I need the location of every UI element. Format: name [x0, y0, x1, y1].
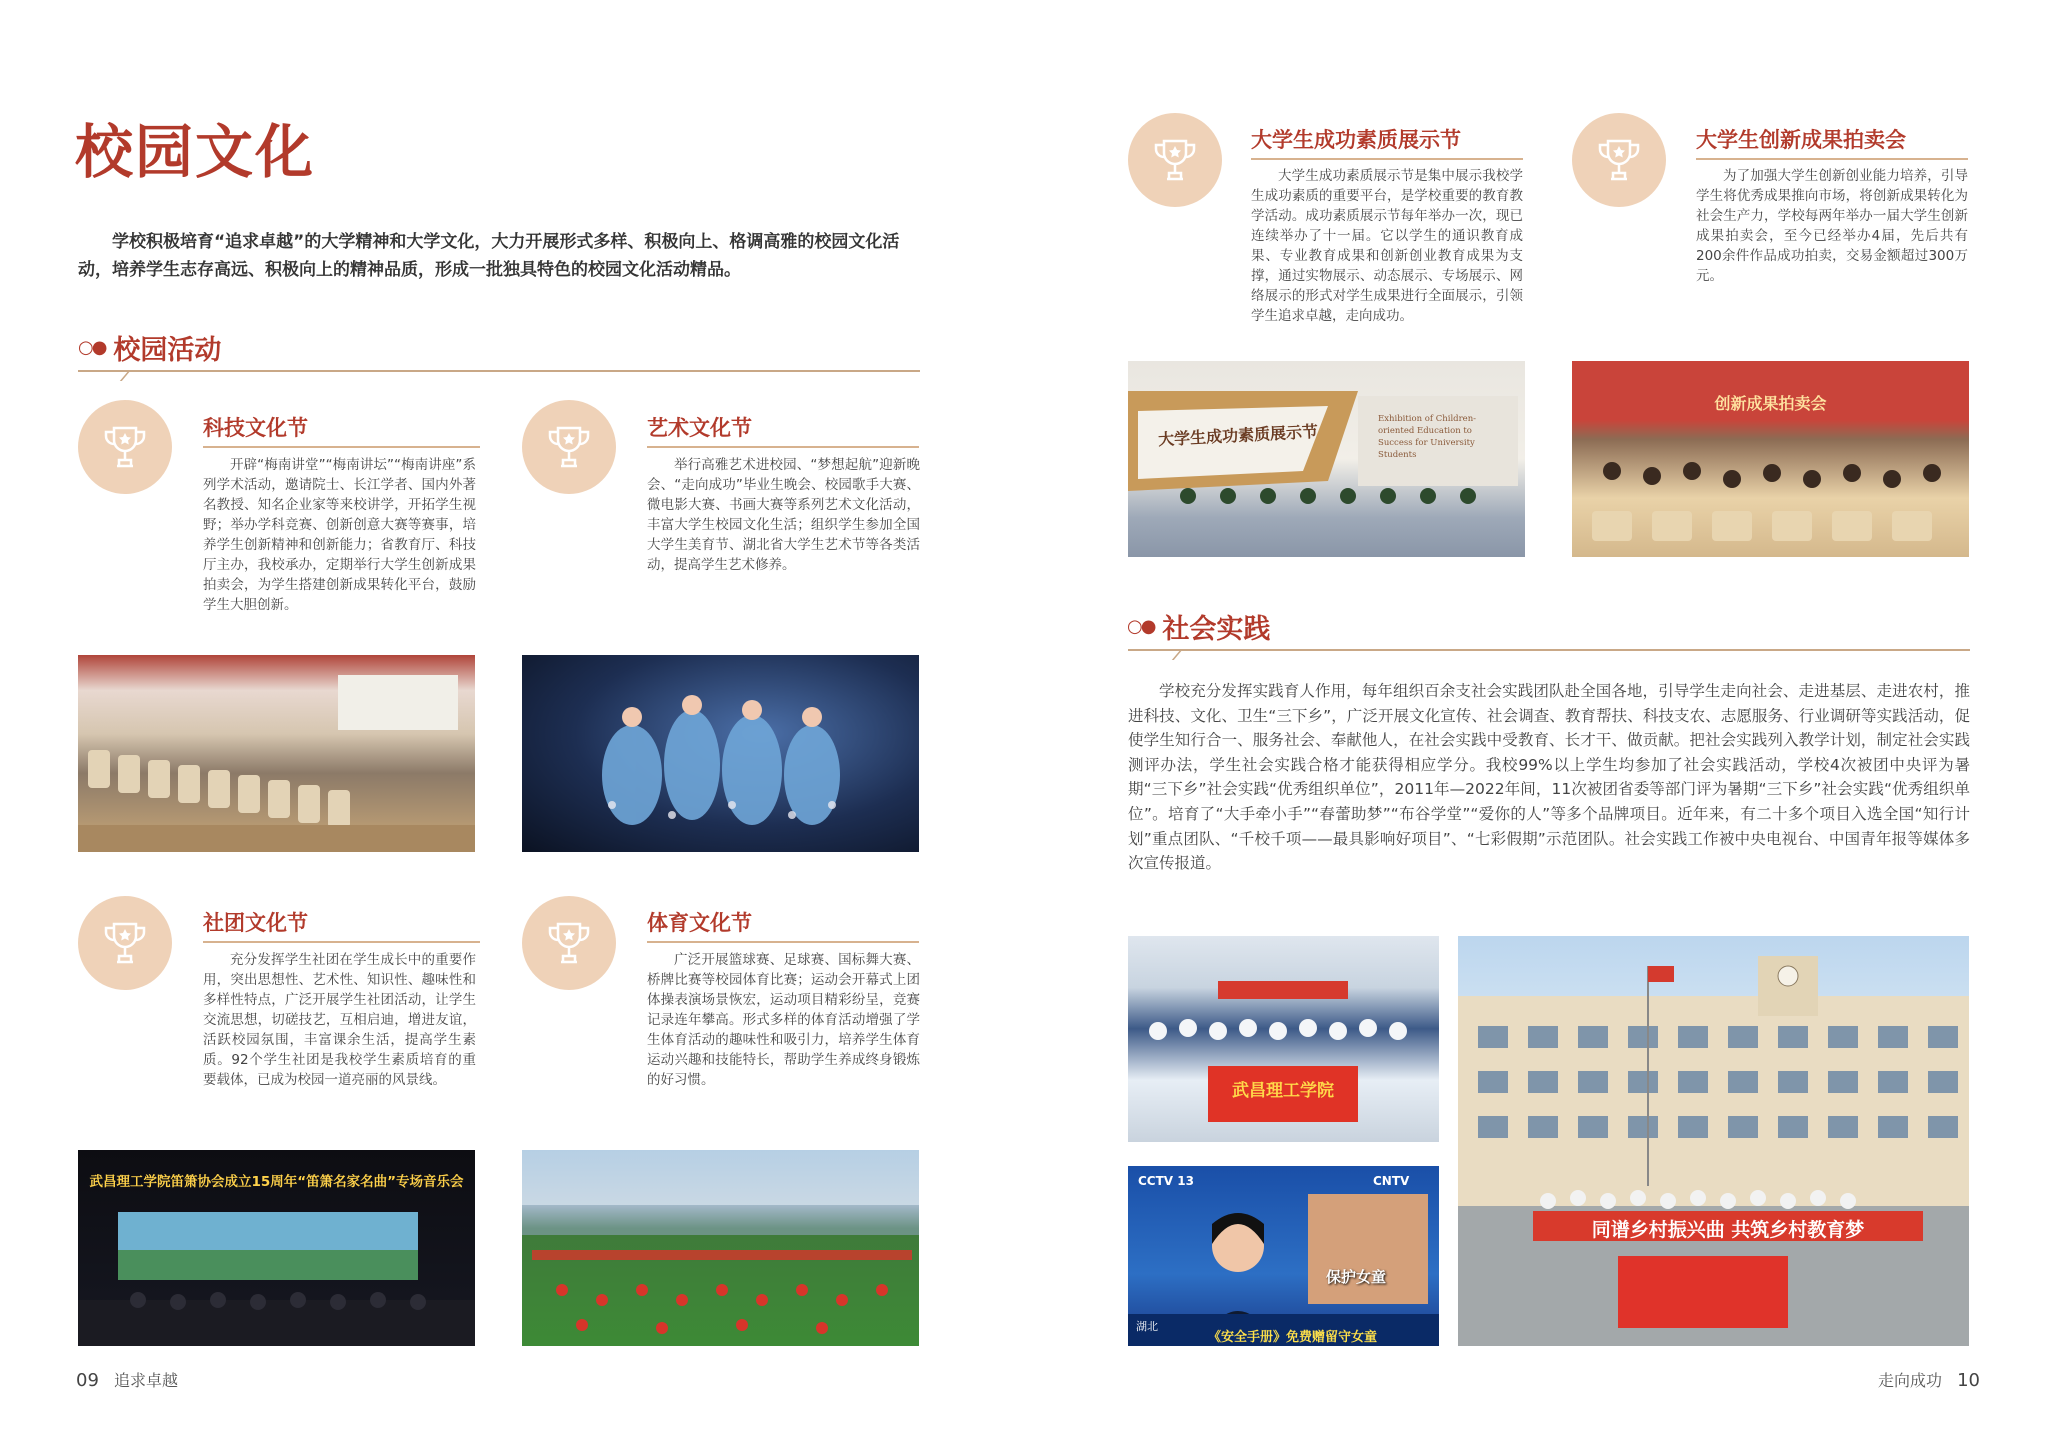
auction-title: 大学生创新成果拍卖会 [1696, 124, 1968, 160]
auction-text: 为了加强大学生创新创业能力培养，引导学生将优秀成果推向市场，将创新成果转化为社会生产力，学校每两年举办一届大学生创新成果拍卖会，至今已经举办4届，先后共有200余件作品成功拍卖，交易金额超过300万元。 [1696, 168, 1968, 284]
sport-festival-text: 广泛开展篮球赛、足球赛、国标舞大赛、桥牌比赛等校园体育比赛；运动会开幕式上团体操表演场景恢宏，运动项目精彩纷呈，竞赛记录连年攀高。形式多样的体育活动增强了学生体育活动的趣味性和吸引力，培养学生体育运动兴趣和技能特长，帮助学生养成终身锻炼的好习惯。 [647, 952, 920, 1088]
page-number: 09 [76, 1370, 99, 1391]
section-title: 社会实践 [1162, 614, 1271, 645]
footer-slogan: 走向成功 [1878, 1371, 1943, 1390]
exhibition-english-text: Exhibition of Children-oriented Education to Success for University Students [1378, 414, 1477, 460]
trophy-icon [522, 400, 616, 494]
tech-festival-title: 科技文化节 [203, 412, 480, 448]
tech-festival-text: 开辟“梅南讲堂”“梅南讲坛”“梅南讲座”系列学术活动，邀请院士、长江学者、国内外著名教授、知名企业家等来校讲学，开拓学生视野；举办学科竞赛、创新创意大赛等赛事，培养学生创新精神和创新能力；省教育厅、科技厅主办，我校承办，定期举行大学生创新成果拍卖会，为学生搭建创新成果转化平台，鼓励学生大胆创新。 [203, 457, 476, 613]
concert-photo [78, 1150, 475, 1346]
auction-banner: 创新成果拍卖会 [1714, 394, 1827, 413]
village-banner: 同谱乡村振兴曲 共筑乡村教育梦 [1591, 1219, 1865, 1241]
section-divider [1128, 649, 1970, 651]
trophy-icon [78, 896, 172, 990]
trophy-icon [522, 896, 616, 990]
club-festival-text: 充分发挥学生社团在学生成长中的重要作用，突出思想性、艺术性、知识性、趣味性和多样性特点，广泛开展学生社团活动，让学生交流思想，切磋技艺，互相启迪，增进友谊，活跃校园氛围，丰富课余生活，提高学生素质。92个学生社团是我校学生素质培育的重要载体，已成为校园一道亮丽的风景线。 [203, 952, 476, 1088]
art-festival-title: 艺术文化节 [647, 412, 919, 448]
art-festival-text: 举行高雅艺术进校园、“梦想起航”迎新晚会、“走向成功”毕业生晚会、校园歌手大赛、微电影大赛、书画大赛等系列艺术文化活动，丰富大学生校园文化生活；组织学生参加全国大学生美育节、湖北省大学生艺术节等各类活动，提高学生艺术修养。 [647, 457, 920, 573]
section-dots-icon: ○● [1127, 616, 1155, 637]
lecture-hall-photo [78, 655, 475, 852]
cctv-news-photo [1128, 1166, 1439, 1346]
club-festival-title: 社团文化节 [203, 907, 480, 943]
exhibition-sign-text: 大学生成功素质展示节 [1157, 421, 1319, 450]
sport-festival-title: 体育文化节 [647, 907, 919, 943]
section-divider [78, 370, 920, 372]
section-title: 校园活动 [113, 335, 222, 366]
news-overlay-text: 保护女童 [1326, 1268, 1387, 1286]
sports-ceremony-photo [522, 1150, 919, 1346]
trophy-icon [1128, 113, 1222, 207]
trophy-icon [1572, 113, 1666, 207]
quality-festival-title: 大学生成功素质展示节 [1251, 124, 1523, 160]
news-ticker-text: 《安全手册》免费赠留守女童 [1208, 1330, 1378, 1345]
section-heading-campus [78, 328, 221, 367]
footer-left [76, 1368, 178, 1391]
footer-right [1878, 1368, 1980, 1391]
section-divider-notch [1172, 650, 1200, 660]
cntv-logo: CNTV [1373, 1174, 1410, 1188]
page-title: 校园文化 [75, 118, 316, 186]
team-group-photo [1128, 936, 1439, 1142]
exhibition-photo [1128, 361, 1525, 557]
section-heading-social [1127, 607, 1270, 646]
section-dots-icon: ○● [78, 337, 106, 358]
quality-festival-text: 大学生成功素质展示节是集中展示我校学生成功素质的重要平台，是学校重要的教育教学活动。成功素质展示节每年举办一次，现已连续举办了十一届。它以学生的通识教育成果、专业教育成果和创新创业教育成果为支撑，通过实物展示、动态展示、专场展示、网络展示的形式对学生成果进行全面展示，引领学生追求卓越，走向成功。 [1251, 168, 1523, 324]
concert-banner: 武昌理工学院笛箫协会成立15周年“笛箫名家名曲”专场音乐会 [89, 1174, 464, 1190]
trophy-icon [78, 400, 172, 494]
auction-photo [1572, 361, 1969, 557]
dance-performance-photo [522, 655, 919, 852]
news-region-text: 湖北 [1136, 1320, 1158, 1333]
social-practice-text: 学校充分发挥实践育人作用，每年组织百余支社会实践团队赴全国各地，引导学生走向社会、走进基层、走进农村，推进科技、文化、卫生“三下乡”，广泛开展文化宣传、社会调查、教育帮扶、科技支农、志愿服务、行业调研等实践活动，促使学生知行合一、服务社会、奉献他人，在社会实践中受教育、长才干、做贡献。把社会实践列入教学计划，制定社会实践测评办法，学生社会实践合格才能获得相应学分。我校99%以上学生均参加了社会实践活动，学校4次被团中央评为暑期“三下乡”社会实践“优秀组织单位”，2011年—2022年间，11次被团省委等部门评为暑期“三下乡”社会实践“优秀组织单位”。培育了“大手牵小手”“春蕾助梦”“布谷学堂”“爱你的人”等多个品牌项目。近年来，有二十多个项目入选全国“知行计划”重点团队、“千校千项——最具影响好项目”、“七彩假期”示范团队。社会实践工作被中央电视台、中国青年报等媒体多次宣传报道。 [1128, 682, 1970, 873]
footer-slogan: 追求卓越 [114, 1371, 179, 1390]
section-divider-notch [120, 371, 148, 381]
page-number: 10 [1957, 1370, 1981, 1391]
intro-paragraph: 学校积极培育“追求卓越”的大学精神和大学文化，大力开展形式多样、积极向上、格调高雅的校园文化活动，培养学生志存高远、积极向上的精神品质，形成一批独具特色的校园文化活动精品。 [78, 232, 900, 280]
school-building-photo [1458, 936, 1969, 1346]
team-flag-text: 武昌理工学院 [1232, 1081, 1334, 1101]
cctv-logo: CCTV 13 [1138, 1174, 1194, 1188]
